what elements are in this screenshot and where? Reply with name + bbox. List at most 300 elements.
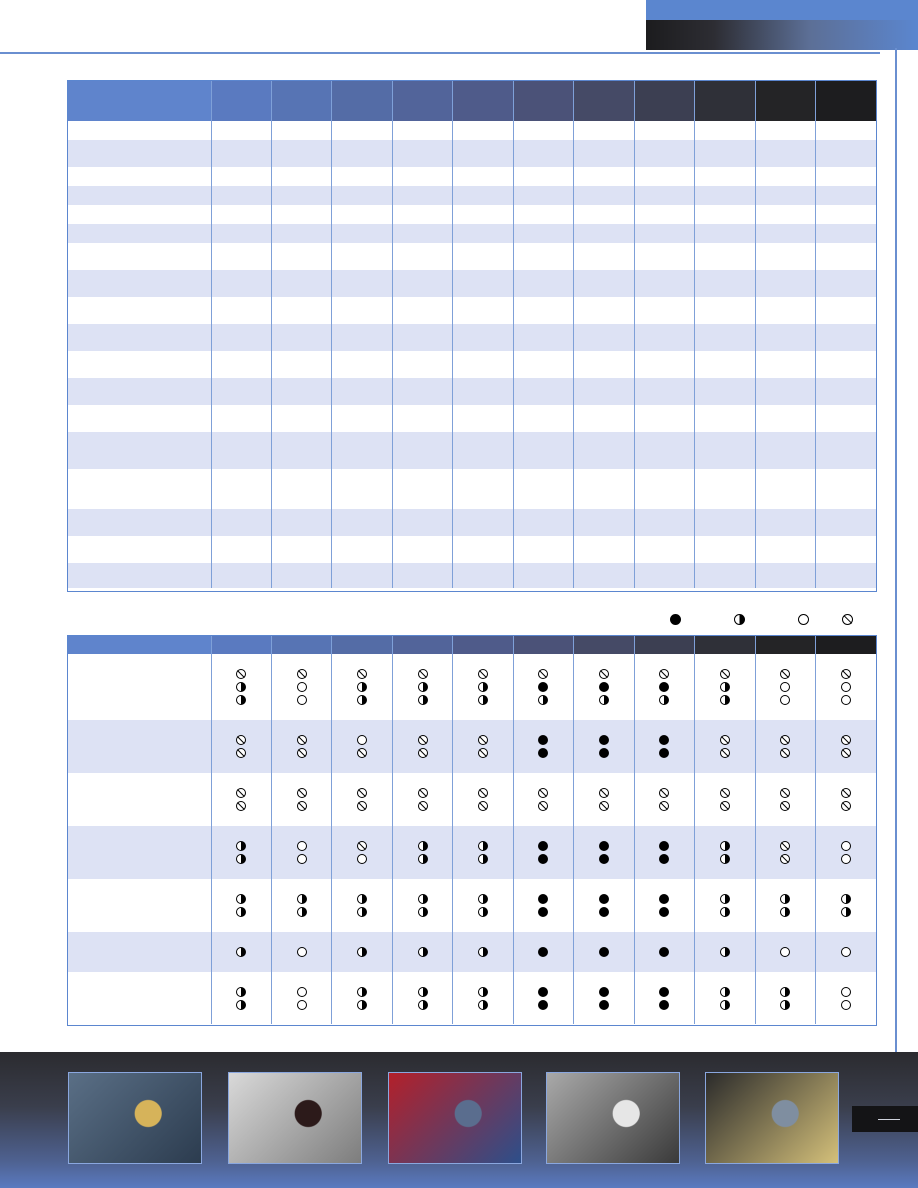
table-cell <box>634 270 694 297</box>
table-cell <box>695 270 755 297</box>
symbol-cell <box>332 932 392 972</box>
rating-open-icon <box>841 695 851 705</box>
rating-none-icon <box>418 801 428 811</box>
table-cell <box>634 186 694 205</box>
table-cell <box>271 324 331 351</box>
table-cell <box>695 536 755 563</box>
table-cell <box>332 469 392 509</box>
table-cell <box>332 405 392 432</box>
table-row <box>68 879 876 932</box>
tool-on-surface-photo <box>546 1072 680 1164</box>
rating-none-icon <box>357 748 367 758</box>
table-cell <box>271 405 331 432</box>
symbol-cell <box>634 932 694 972</box>
table-cell <box>453 140 513 167</box>
rating-open-icon <box>297 695 307 705</box>
rating-none-icon <box>841 801 851 811</box>
header-cell-3 <box>332 81 392 121</box>
rating-full-icon <box>599 1000 609 1010</box>
rating-half-icon <box>357 682 367 692</box>
rating-half-icon <box>720 841 730 851</box>
rating-half-icon <box>478 1000 488 1010</box>
symbol-cell <box>816 932 876 972</box>
table-cell <box>816 186 876 205</box>
table-cell <box>271 167 331 186</box>
table-cell <box>755 243 815 270</box>
rating-none-icon <box>720 748 730 758</box>
rating-open-icon <box>297 841 307 851</box>
table-cell <box>211 297 271 324</box>
symbol-cell <box>392 972 452 1024</box>
rating-half-icon <box>236 907 246 917</box>
table-cell <box>211 432 271 469</box>
table-cell <box>271 297 331 324</box>
rating-full-icon <box>659 841 669 851</box>
symbol-cell <box>392 826 452 879</box>
rating-none-icon <box>478 801 488 811</box>
symbol-cell <box>816 826 876 879</box>
rating-none-icon <box>478 669 488 679</box>
header-cell-7 <box>574 81 634 121</box>
table-cell <box>271 378 331 405</box>
rating-half-icon <box>720 947 730 957</box>
table-row <box>68 205 876 224</box>
table-cell <box>332 351 392 378</box>
legend-full-icon <box>670 614 681 625</box>
symbol-cell <box>755 654 815 720</box>
rating-half-icon <box>236 1000 246 1010</box>
header-cell-5 <box>453 81 513 121</box>
table-cell <box>392 324 452 351</box>
table-cell <box>68 378 211 405</box>
rating-half-icon <box>357 695 367 705</box>
table-cell <box>816 224 876 243</box>
symbol-cell <box>392 720 452 773</box>
table-cell <box>453 432 513 469</box>
rating-full-icon <box>659 894 669 904</box>
rating-none-icon <box>297 735 307 745</box>
table-cell <box>211 167 271 186</box>
table-cell <box>392 297 452 324</box>
symbol-cell <box>392 932 452 972</box>
table-row <box>68 121 876 140</box>
table-cell <box>68 224 211 243</box>
table-cell <box>695 432 755 469</box>
table-cell <box>68 509 211 536</box>
symbol-cell <box>816 654 876 720</box>
rating-half-icon <box>418 947 428 957</box>
symbol-cell <box>574 654 634 720</box>
header-cell-2 <box>271 81 331 121</box>
rating-none-icon <box>478 788 488 798</box>
table-cell <box>211 536 271 563</box>
table-row <box>68 563 876 588</box>
table-cell <box>332 563 392 588</box>
table-cell <box>68 167 211 186</box>
symbol-cell <box>332 826 392 879</box>
table-1 <box>67 80 877 592</box>
symbol-cell <box>453 720 513 773</box>
symbol-cell <box>695 654 755 720</box>
table-cell <box>271 469 331 509</box>
rating-half-icon <box>841 907 851 917</box>
rating-half-icon <box>357 987 367 997</box>
table-cell <box>513 405 573 432</box>
table-row <box>68 932 876 972</box>
table-cell <box>332 432 392 469</box>
rating-open-icon <box>297 947 307 957</box>
table-cell <box>816 405 876 432</box>
rating-none-icon <box>357 801 367 811</box>
rating-half-icon <box>780 894 790 904</box>
rating-none-icon <box>538 669 548 679</box>
row-label-cell <box>68 654 211 720</box>
table-cell <box>332 324 392 351</box>
rating-half-icon <box>720 854 730 864</box>
rating-half-icon <box>357 894 367 904</box>
rating-half-icon <box>659 695 669 705</box>
symbol-cell <box>574 972 634 1024</box>
table-cell <box>816 270 876 297</box>
header-cell-6 <box>513 81 573 121</box>
table-cell <box>816 509 876 536</box>
rating-none-icon <box>236 669 246 679</box>
symbol-cell <box>634 654 694 720</box>
row-label-cell <box>68 972 211 1024</box>
symbol-cell <box>695 932 755 972</box>
rating-full-icon <box>659 1000 669 1010</box>
table-cell <box>513 432 573 469</box>
table-cell <box>755 324 815 351</box>
page-number-tab <box>852 1106 918 1132</box>
table-cell <box>211 270 271 297</box>
rating-full-icon <box>538 894 548 904</box>
rating-half-icon <box>236 894 246 904</box>
footer-band <box>0 1052 918 1188</box>
symbol-cell <box>453 826 513 879</box>
table-cell <box>332 243 392 270</box>
symbol-cell <box>332 773 392 826</box>
rating-none-icon <box>841 669 851 679</box>
symbol-cell <box>816 773 876 826</box>
rating-full-icon <box>599 907 609 917</box>
table-cell <box>332 224 392 243</box>
rating-full-icon <box>599 947 609 957</box>
header-cell-9 <box>695 636 755 654</box>
symbol-cell <box>392 773 452 826</box>
product-can-photo <box>228 1072 362 1164</box>
symbol-cell <box>332 720 392 773</box>
table-cell <box>695 378 755 405</box>
table-cell <box>634 509 694 536</box>
table-cell <box>755 140 815 167</box>
table-cell <box>392 563 452 588</box>
table-row <box>68 167 876 186</box>
symbol-cell <box>513 879 573 932</box>
rating-half-icon <box>478 987 488 997</box>
table-cell <box>816 205 876 224</box>
rating-open-icon <box>780 682 790 692</box>
legend-none-icon <box>842 614 853 625</box>
table-cell <box>453 270 513 297</box>
symbol-cell <box>695 972 755 1024</box>
rating-none-icon <box>357 669 367 679</box>
table-cell <box>271 270 331 297</box>
rating-full-icon <box>538 682 548 692</box>
row-label-cell <box>68 773 211 826</box>
rating-full-icon <box>538 947 548 957</box>
legend-item <box>670 614 681 628</box>
rating-half-icon <box>418 1000 428 1010</box>
symbol-cell <box>271 720 331 773</box>
table-cell <box>332 297 392 324</box>
rating-full-icon <box>659 987 669 997</box>
table-cell <box>634 563 694 588</box>
rating-half-icon <box>236 695 246 705</box>
rating-open-icon <box>357 854 367 864</box>
table-cell <box>513 469 573 509</box>
table-cell <box>695 509 755 536</box>
table-row <box>68 186 876 205</box>
table-cell <box>68 351 211 378</box>
table-cell <box>695 405 755 432</box>
table-cell <box>513 224 573 243</box>
header-cell-1 <box>211 81 271 121</box>
table-row <box>68 270 876 297</box>
table-cell <box>332 205 392 224</box>
symbol-cell <box>574 720 634 773</box>
rating-none-icon <box>780 788 790 798</box>
rating-none-icon <box>599 801 609 811</box>
table-cell <box>392 469 452 509</box>
rating-half-icon <box>780 987 790 997</box>
rating-half-icon <box>236 682 246 692</box>
table-cell <box>574 351 634 378</box>
rating-half-icon <box>418 907 428 917</box>
table-cell <box>211 405 271 432</box>
table-cell <box>68 297 211 324</box>
table-cell <box>755 378 815 405</box>
table-cell <box>392 167 452 186</box>
symbol-cell <box>755 773 815 826</box>
table-cell <box>816 297 876 324</box>
table-cell <box>68 140 211 167</box>
table-cell <box>634 432 694 469</box>
rating-open-icon <box>297 854 307 864</box>
symbol-cell <box>755 972 815 1024</box>
rating-none-icon <box>659 669 669 679</box>
legend-open-icon <box>798 614 809 625</box>
rating-half-icon <box>478 695 488 705</box>
table-cell <box>574 324 634 351</box>
table-cell <box>634 405 694 432</box>
symbol-cell <box>211 720 271 773</box>
table-cell <box>634 140 694 167</box>
table-cell <box>271 186 331 205</box>
header-cell-2 <box>271 636 331 654</box>
rating-none-icon <box>297 788 307 798</box>
table-cell <box>513 270 573 297</box>
table-cell <box>816 121 876 140</box>
symbol-cell <box>634 826 694 879</box>
table-cell <box>755 563 815 588</box>
table-cell <box>634 243 694 270</box>
header-cell-4 <box>392 636 452 654</box>
table-cell <box>755 509 815 536</box>
rating-open-icon <box>780 947 790 957</box>
table-cell <box>453 405 513 432</box>
legend-item <box>734 614 745 628</box>
table-cell <box>816 351 876 378</box>
table-cell <box>755 205 815 224</box>
header-cell-8 <box>634 636 694 654</box>
table-cell <box>695 469 755 509</box>
table-cell <box>513 205 573 224</box>
table-cell <box>816 536 876 563</box>
header-cell-6 <box>513 636 573 654</box>
table-row <box>68 654 876 720</box>
table-cell <box>332 121 392 140</box>
rating-half-icon <box>478 841 488 851</box>
table-row <box>68 351 876 378</box>
rating-full-icon <box>659 748 669 758</box>
table-cell <box>392 405 452 432</box>
symbol-cell <box>513 773 573 826</box>
table-cell <box>816 243 876 270</box>
rating-none-icon <box>538 801 548 811</box>
symbol-cell <box>453 654 513 720</box>
table-cell <box>513 509 573 536</box>
symbol-cell <box>513 720 573 773</box>
symbol-cell <box>513 972 573 1024</box>
rating-open-icon <box>297 987 307 997</box>
top-tab-gradient <box>646 20 918 50</box>
rating-none-icon <box>780 801 790 811</box>
table-cell <box>695 243 755 270</box>
table-cell <box>392 121 452 140</box>
symbol-cell <box>211 773 271 826</box>
rating-half-icon <box>478 854 488 864</box>
rating-none-icon <box>841 788 851 798</box>
table-cell <box>816 432 876 469</box>
table-cell <box>695 224 755 243</box>
table-cell <box>392 351 452 378</box>
table-cell <box>634 297 694 324</box>
table-cell <box>634 205 694 224</box>
table-cell <box>574 205 634 224</box>
table-cell <box>755 351 815 378</box>
legend-half-icon <box>734 614 745 625</box>
symbol-cell <box>271 654 331 720</box>
table-cell <box>211 186 271 205</box>
table-cell <box>392 186 452 205</box>
table-2-grid <box>68 636 876 1024</box>
table-cell <box>755 167 815 186</box>
rating-open-icon <box>841 947 851 957</box>
table-row <box>68 773 876 826</box>
header-cell-11 <box>816 81 876 121</box>
table-cell <box>634 469 694 509</box>
legend-item <box>842 614 853 628</box>
rating-none-icon <box>418 788 428 798</box>
table-cell <box>574 563 634 588</box>
table-cell <box>332 186 392 205</box>
table-row <box>68 378 876 405</box>
rating-none-icon <box>841 735 851 745</box>
symbol-cell <box>211 826 271 879</box>
rating-full-icon <box>599 894 609 904</box>
table-cell <box>574 121 634 140</box>
table-cell <box>271 563 331 588</box>
header-cell-3 <box>332 636 392 654</box>
table-cell <box>392 270 452 297</box>
rating-half-icon <box>478 682 488 692</box>
table-cell <box>68 121 211 140</box>
table-cell <box>574 167 634 186</box>
rating-open-icon <box>357 735 367 745</box>
table-cell <box>271 536 331 563</box>
table-cell <box>453 509 513 536</box>
table-cell <box>211 243 271 270</box>
table-cell <box>755 536 815 563</box>
table-cell <box>211 324 271 351</box>
rating-none-icon <box>780 841 790 851</box>
symbol-cell <box>574 879 634 932</box>
table-cell <box>211 469 271 509</box>
symbol-cell <box>755 720 815 773</box>
rating-half-icon <box>418 682 428 692</box>
table-cell <box>392 509 452 536</box>
table-row <box>68 720 876 773</box>
table-cell <box>513 563 573 588</box>
table-cell <box>695 167 755 186</box>
table-cell <box>755 186 815 205</box>
table-cell <box>453 469 513 509</box>
legend-item <box>798 614 809 628</box>
table-cell <box>755 224 815 243</box>
symbol-cell <box>332 654 392 720</box>
symbol-cell <box>211 932 271 972</box>
table-cell <box>574 469 634 509</box>
rating-none-icon <box>780 735 790 745</box>
table-cell <box>68 243 211 270</box>
symbol-cell <box>634 773 694 826</box>
rating-none-icon <box>418 748 428 758</box>
rating-full-icon <box>538 1000 548 1010</box>
table-cell <box>453 563 513 588</box>
table-cell <box>513 121 573 140</box>
table-cell <box>513 140 573 167</box>
rating-none-icon <box>780 854 790 864</box>
table-cell <box>634 351 694 378</box>
table-cell <box>332 270 392 297</box>
symbol-cell <box>211 972 271 1024</box>
rating-half-icon <box>297 894 307 904</box>
table-cell <box>574 297 634 324</box>
table-cell <box>574 186 634 205</box>
table-cell <box>695 324 755 351</box>
table-cell <box>513 186 573 205</box>
table-cell <box>68 186 211 205</box>
table-cell <box>816 324 876 351</box>
rating-half-icon <box>841 894 851 904</box>
rating-half-icon <box>236 841 246 851</box>
header-cell-label <box>68 81 211 121</box>
table-cell <box>68 563 211 588</box>
table-cell <box>513 243 573 270</box>
rating-full-icon <box>659 947 669 957</box>
table-cell <box>453 167 513 186</box>
